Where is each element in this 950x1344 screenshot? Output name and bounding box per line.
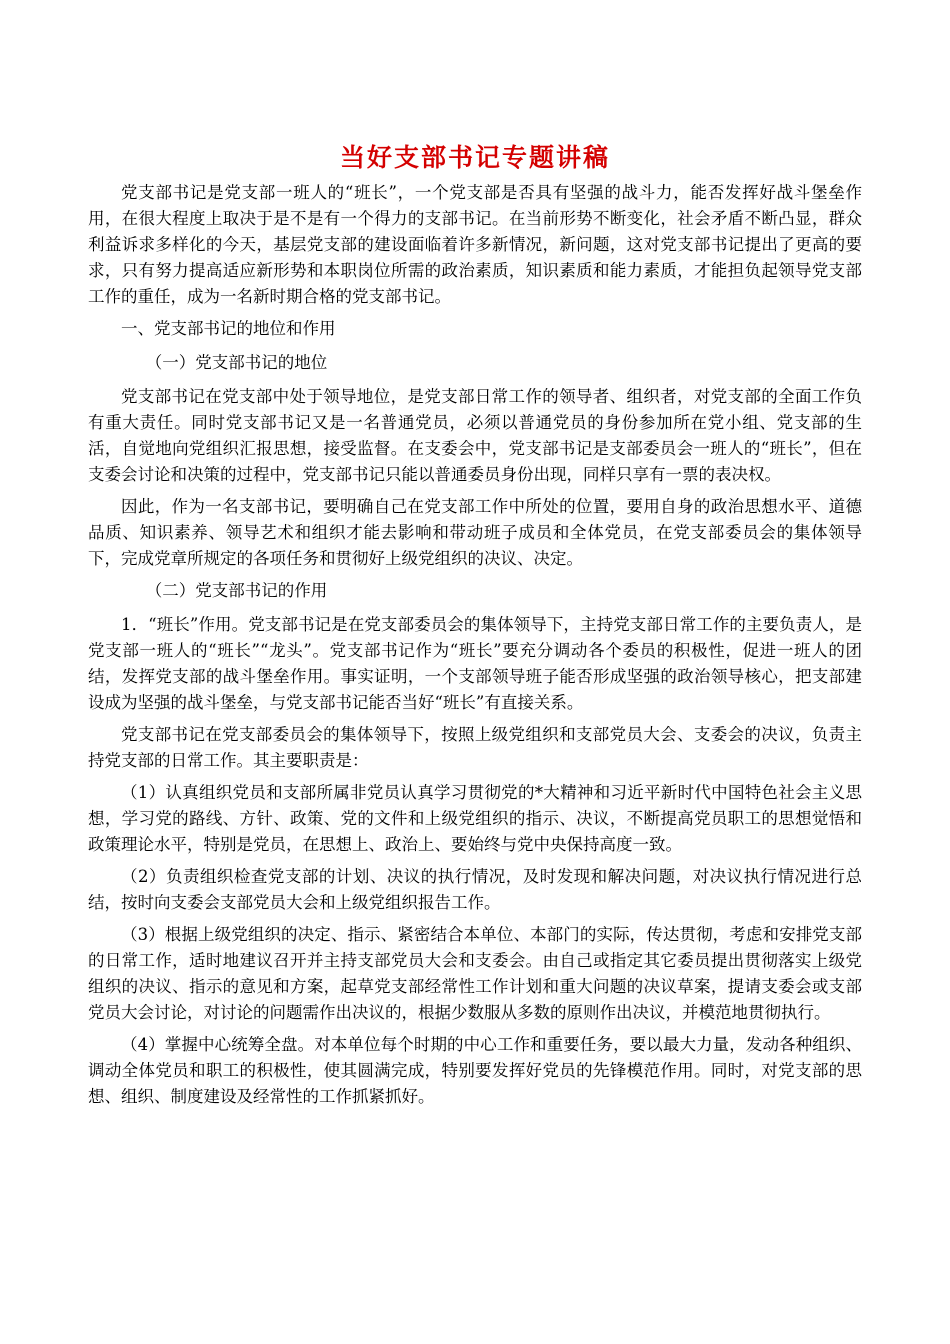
- paragraph-therefore: 因此，作为一名支部书记，要明确自己在党支部工作中所处的位置，要用自身的政治思想水平、道德品质、知识素养、领导艺术和组织才能去影响和带动班子成员和全体党员，在党支部委员会的集体领导下，完成党章所规定的各项任务和贯彻好上级党组织的决议、决定。: [88, 497, 862, 568]
- document-title: 当好支部书记专题讲稿: [339, 143, 610, 172]
- section-heading-1: 一、党支部书记的地位和作用: [121, 319, 336, 338]
- subsection-heading-1: （一）党支部书记的地位: [145, 353, 328, 372]
- paragraph-status: 党支部书记在党支部中处于领导地位，是党支部日常工作的领导者、组织者，对党支部的全面工作负有重大责任。同时党支部书记又是一名普通党员，必须以普通党员的身份参加所在党小组、党支部的生活，自觉地向党组织汇报思想，接受监督。在支委会中，党支部书记是支部委员会一班人的“班长”，但在支委会讨论和决策的过程中，党支部书记只能以普通委员身份出现，同样只享有一票的表决权。: [88, 387, 862, 484]
- duty-item-1: （1）认真组织党员和支部所属非党员认真学习贯彻党的*大精神和习近平新时代中国特色社会主义思想，学习党的路线、方针、政策、党的文件和上级党组织的指示、决议，不断提高党员职工的思想觉悟和政策理论水平，特别是党员，在思想上、政治上、要始终与党中央保持高度一致。: [88, 783, 862, 854]
- subsection-heading-2: （二）党支部书记的作用: [145, 581, 328, 600]
- duty-item-2: （2）负责组织检查党支部的计划、决议的执行情况，及时发现和解决问题，对决议执行情况进行总结，按时向支委会支部党员大会和上级党组织报告工作。: [88, 867, 862, 912]
- duty-item-4: （4）掌握中心统筹全盘。对本单位每个时期的中心工作和重要任务，要以最大力量，发动各种组织、调动全体党员和职工的积极性，使其圆满完成，特别要发挥好党员的先锋模范作用。同时，对党支部的思想、组织、制度建设及经常性的工作抓紧抓好。: [88, 1035, 862, 1106]
- intro-paragraph: 党支部书记是党支部一班人的“班长”，一个党支部是否具有坚强的战斗力，能否发挥好战斗堡垒作用，在很大程度上取决于是不是有一个得力的支部书记。在当前形势不断变化，社会矛盾不断凸显，群众利益诉求多样化的今天，基层党支部的建设面临着许多新情况，新问题，这对党支部书记提出了更高的要求，只有努力提高适应新形势和本职岗位所需的政治素质，知识素质和能力素质，才能担负起领导党支部工作的重任，成为一名新时期合格的党支部书记。: [88, 183, 862, 306]
- duty-item-3: （3）根据上级党组织的决定、指示、紧密结合本单位、本部门的实际，传达贯彻，考虑和安排党支部的日常工作，适时地建议召开并主持支部党员大会和支委会。由自己或指定其它委员提出贯彻落实上级党组织的决议、指示的意见和方案，起草党支部经常性工作计划和重大问题的决议草案，提请支委会或支部党员大会讨论，对讨论的问题需作出决议的，根据少数服从多数的原则作出决议，并模范地贯彻执行。: [88, 925, 862, 1022]
- paragraph-duties-intro: 党支部书记在党支部委员会的集体领导下，按照上级党组织和支部党员大会、支委会的决议，负责主持党支部的日常工作。其主要职责是：: [88, 725, 862, 770]
- paragraph-monitor-role: 1．“班长”作用。党支部书记是在党支部委员会的集体领导下，主持党支部日常工作的主要负责人，是党支部一班人的“班长”“龙头”。党支部书记作为“班长”要充分调动各个委员的积极性，促进一班人的团结，发挥党支部的战斗堡垒作用。事实证明，一个支部领导班子能否形成坚强的政治领导核心，把支部建设成为坚强的战斗堡垒，与党支部书记能否当好“班长”有直接关系。: [88, 615, 862, 712]
